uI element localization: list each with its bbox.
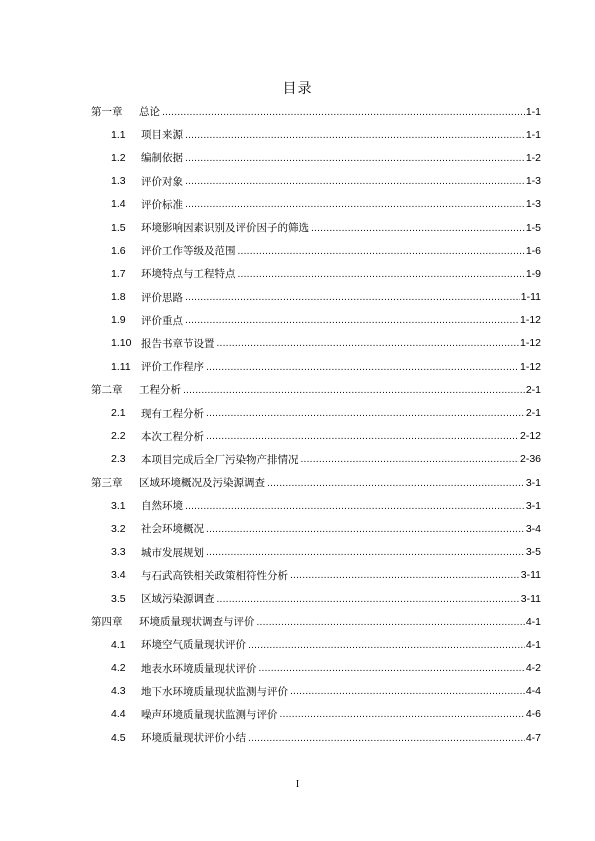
- toc-entry-label: 评价重点: [141, 314, 183, 327]
- toc-entry-page: 3-11: [520, 592, 541, 605]
- toc-entry-label: 噪声环境质量现状监测与评价: [141, 708, 278, 721]
- toc-section-entry[interactable]: [91, 564, 541, 587]
- toc-dot-leader: [206, 523, 525, 535]
- toc-entry-page: 1-1: [525, 105, 541, 118]
- toc-section-entry[interactable]: [91, 680, 541, 703]
- toc-entry-page: 4-1: [525, 638, 541, 651]
- toc-dot-leader: [162, 106, 525, 118]
- toc-entry-number: 2.1: [111, 407, 126, 420]
- toc-entry-number: 1.4: [111, 198, 126, 211]
- toc-entry-label: 项目来源: [141, 129, 183, 142]
- toc-entry-page: 1-12: [519, 360, 541, 373]
- toc-section-entry[interactable]: [91, 216, 541, 239]
- toc-entry-page: 4-6: [525, 708, 541, 721]
- toc-entry-number: 1.9: [111, 314, 126, 327]
- toc-dot-leader: [238, 268, 525, 280]
- toc-entry-page: 1-3: [525, 175, 541, 188]
- toc-dot-leader: [185, 500, 525, 512]
- toc-entry-page: 1-5: [525, 221, 541, 234]
- toc-entry-label: 环境质量现状评价小结: [141, 732, 246, 745]
- toc-dot-leader: [248, 639, 525, 651]
- toc-entry-label: 评价思路: [141, 291, 183, 304]
- toc-dot-leader: [257, 616, 525, 628]
- toc-section-entry[interactable]: [91, 401, 541, 424]
- toc-entry-page: 1-3: [525, 198, 541, 211]
- toc-entry-label: 工程分析: [139, 384, 181, 397]
- toc-entry-number: 4.4: [111, 708, 126, 721]
- toc-entry-label: 评价标准: [141, 198, 183, 211]
- page-number: I: [295, 779, 300, 790]
- toc-entry-number: 3.1: [111, 499, 126, 512]
- toc-dot-leader: [185, 314, 519, 326]
- toc-entry-page: 3-4: [525, 522, 541, 535]
- toc-section-entry[interactable]: [91, 332, 541, 355]
- toc-entry-label: 环境影响因素识别及评价因子的筛选: [141, 222, 309, 235]
- toc-section-entry[interactable]: [91, 494, 541, 517]
- toc-dot-leader: [183, 384, 525, 396]
- toc-section-entry[interactable]: [91, 286, 541, 309]
- toc-entry-page: 1-6: [525, 244, 541, 257]
- toc-section-entry[interactable]: [91, 517, 541, 540]
- toc-dot-leader: [206, 430, 519, 442]
- toc-dot-leader: [185, 198, 525, 210]
- toc-entry-page: 3-1: [525, 499, 541, 512]
- toc-section-entry[interactable]: [91, 726, 541, 749]
- toc-entry-page: 4-4: [525, 685, 541, 698]
- toc-entry-number: 4.5: [111, 731, 126, 744]
- table-of-contents: [91, 100, 541, 749]
- toc-entry-number: 2.3: [111, 453, 126, 466]
- toc-dot-leader: [206, 407, 525, 419]
- toc-entry-number: 1.8: [111, 291, 126, 304]
- toc-entry-page: 1-1: [525, 128, 541, 141]
- toc-entry-label: 本次工程分析: [141, 430, 204, 443]
- toc-dot-leader: [290, 685, 525, 697]
- toc-entry-page: 1-11: [520, 291, 541, 304]
- toc-entry-label: 现有工程分析: [141, 407, 204, 420]
- toc-entry-label: 报告书章节设置: [141, 337, 215, 350]
- toc-entry-page: 1-12: [519, 337, 541, 350]
- toc-entry-label: 本项目完成后全厂污染物产排情况: [141, 453, 299, 466]
- toc-dot-leader: [185, 175, 525, 187]
- toc-entry-number: 1.7: [111, 267, 126, 280]
- toc-entry-number: 1.2: [111, 151, 126, 164]
- toc-entry-page: 1-12: [519, 314, 541, 327]
- toc-entry-page: 2-1: [525, 407, 541, 420]
- toc-section-entry[interactable]: [91, 239, 541, 262]
- toc-dot-leader: [238, 245, 525, 257]
- toc-chapter-entry[interactable]: [91, 378, 541, 401]
- toc-dot-leader: [185, 291, 520, 303]
- toc-entry-label: 评价工作程序: [141, 361, 204, 374]
- toc-entry-label: 与石武高铁相关政策相符性分析: [141, 569, 288, 582]
- toc-dot-leader: [217, 337, 519, 349]
- toc-entry-label: 城市发展规划: [141, 546, 204, 559]
- toc-entry-number: 第二章: [91, 384, 123, 397]
- toc-entry-number: 1.5: [111, 221, 126, 234]
- toc-entry-number: 4.3: [111, 685, 126, 698]
- toc-entry-label: 区域污染源调查: [141, 593, 215, 606]
- toc-section-entry[interactable]: [91, 541, 541, 564]
- toc-entry-number: 3.5: [111, 592, 126, 605]
- toc-section-entry[interactable]: [91, 193, 541, 216]
- toc-section-entry[interactable]: [91, 309, 541, 332]
- toc-section-entry[interactable]: [91, 657, 541, 680]
- toc-entry-number: 1.11: [111, 360, 131, 373]
- toc-dot-leader: [185, 152, 525, 164]
- toc-entry-number: 3.3: [111, 546, 126, 559]
- toc-entry-page: 3-1: [525, 476, 541, 489]
- toc-chapter-entry[interactable]: [91, 471, 541, 494]
- toc-entry-label: 社会环境概况: [141, 523, 204, 536]
- toc-section-entry[interactable]: [91, 170, 541, 193]
- toc-entry-number: 4.2: [111, 662, 126, 675]
- toc-entry-page: 4-7: [525, 731, 541, 744]
- toc-dot-leader: [206, 361, 519, 373]
- toc-entry-label: 环境特点与工程特点: [141, 268, 236, 281]
- toc-dot-leader: [311, 222, 525, 234]
- toc-entry-page: 4-1: [525, 615, 541, 628]
- toc-entry-label: 地表水环境质量现状评价: [141, 662, 257, 675]
- toc-entry-page: 2-12: [519, 430, 541, 443]
- toc-dot-leader: [301, 453, 519, 465]
- toc-section-entry[interactable]: [91, 587, 541, 610]
- toc-dot-leader: [217, 593, 520, 605]
- toc-entry-number: 1.1: [111, 128, 126, 141]
- toc-dot-leader: [185, 129, 525, 141]
- toc-entry-label: 环境空气质量现状评价: [141, 639, 246, 652]
- toc-entry-number: 第三章: [91, 477, 123, 490]
- toc-section-entry[interactable]: [91, 425, 541, 448]
- toc-entry-page: 1-9: [525, 267, 541, 280]
- toc-dot-leader: [280, 708, 525, 720]
- toc-entry-number: 2.2: [111, 430, 126, 443]
- toc-entry-number: 1.6: [111, 244, 126, 257]
- toc-entry-label: 编制依据: [141, 152, 183, 165]
- toc-entry-page: 2-36: [519, 453, 541, 466]
- toc-section-entry[interactable]: [91, 355, 541, 378]
- toc-entry-label: 环境质量现状调查与评价: [139, 616, 255, 629]
- toc-section-entry[interactable]: [91, 703, 541, 726]
- toc-entry-label: 区域环境概况及污染源调查: [139, 477, 265, 490]
- toc-entry-page: 4-2: [525, 662, 541, 675]
- toc-section-entry[interactable]: [91, 123, 541, 146]
- toc-entry-page: 1-2: [525, 151, 541, 164]
- toc-entry-label: 自然环境: [141, 500, 183, 513]
- toc-entry-number: 第一章: [91, 106, 123, 119]
- toc-chapter-entry[interactable]: [91, 100, 541, 123]
- toc-dot-leader: [259, 662, 525, 674]
- toc-section-entry[interactable]: [91, 633, 541, 656]
- toc-dot-leader: [267, 477, 525, 489]
- toc-entry-label: 评价工作等级及范围: [141, 245, 236, 258]
- toc-entry-number: 第四章: [91, 616, 123, 629]
- toc-section-entry[interactable]: [91, 448, 541, 471]
- toc-entry-label: 地下水环境质量现状监测与评价: [141, 685, 288, 698]
- toc-title: 目录: [282, 81, 313, 97]
- toc-dot-leader: [290, 569, 520, 581]
- toc-entry-label: 总论: [139, 106, 160, 119]
- toc-entry-number: 3.2: [111, 522, 126, 535]
- toc-dot-leader: [248, 732, 525, 744]
- toc-dot-leader: [206, 546, 525, 558]
- toc-entry-page: 3-5: [525, 546, 541, 559]
- toc-entry-page: 2-1: [525, 383, 541, 396]
- toc-entry-label: 评价对象: [141, 175, 183, 188]
- toc-entry-number: 1.3: [111, 175, 126, 188]
- toc-entry-page: 3-11: [520, 569, 541, 582]
- toc-entry-number: 1.10: [111, 337, 132, 350]
- toc-entry-number: 3.4: [111, 569, 126, 582]
- toc-entry-number: 4.1: [111, 638, 126, 651]
- toc-section-entry[interactable]: [91, 146, 541, 169]
- toc-chapter-entry[interactable]: [91, 610, 541, 633]
- toc-section-entry[interactable]: [91, 262, 541, 285]
